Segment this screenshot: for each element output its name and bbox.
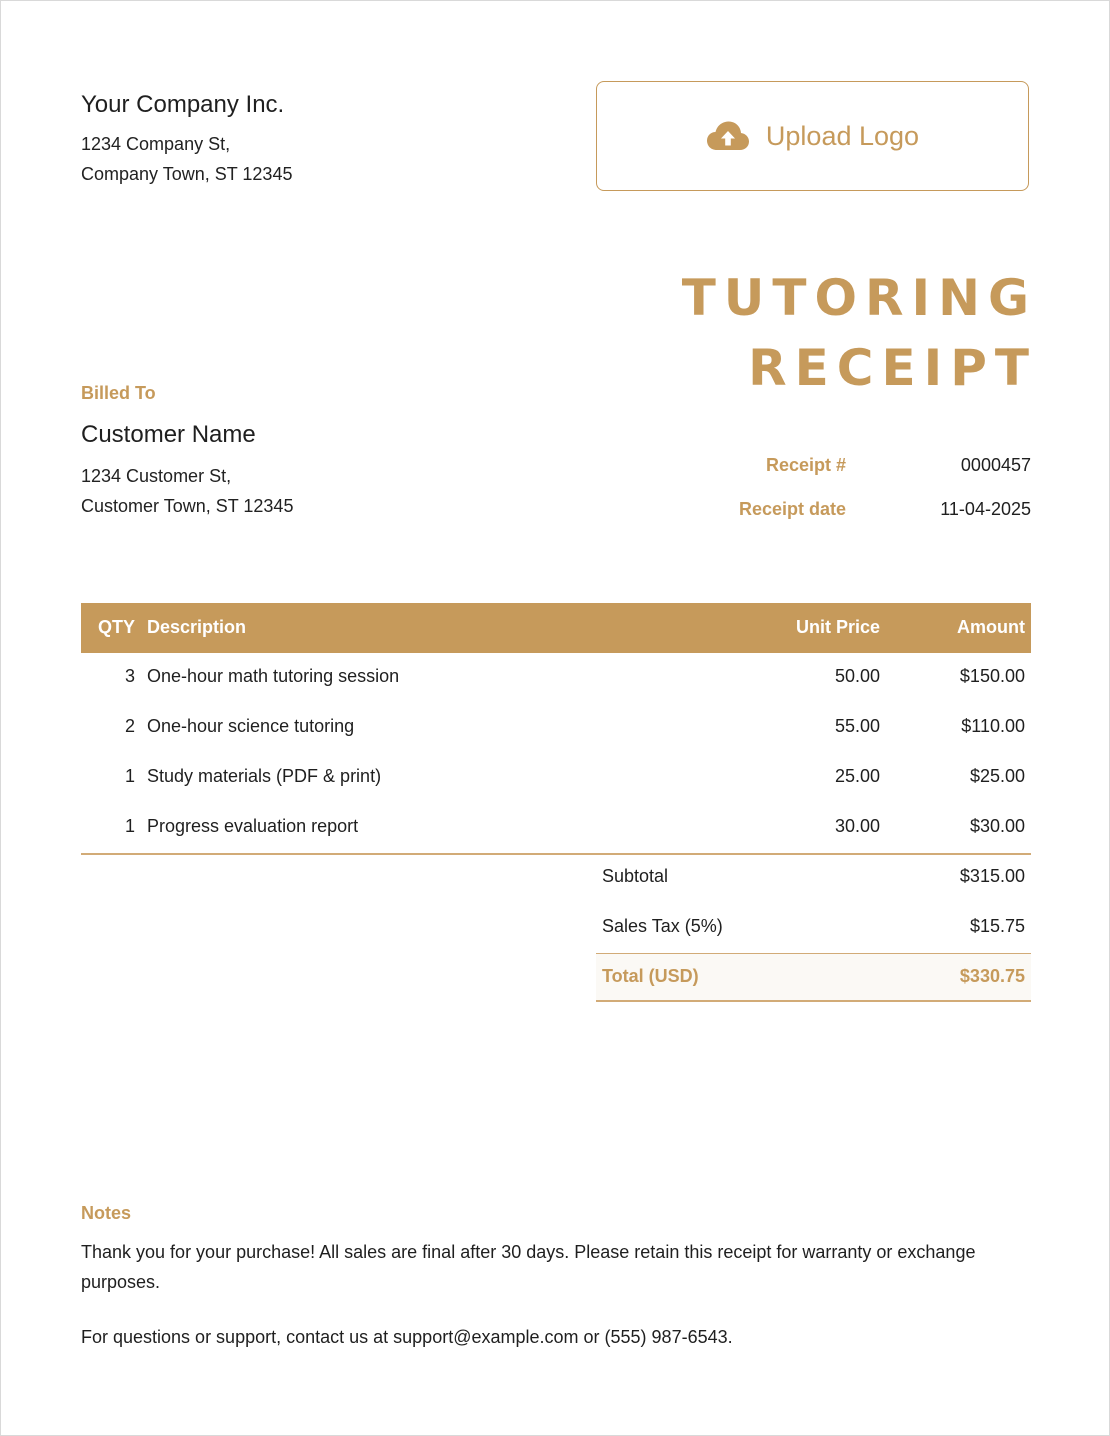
document-title [681, 263, 1037, 403]
header-amount: Amount [957, 617, 1025, 637]
header-qty: QTY [97, 617, 135, 637]
row-unit-price: 50.00 [834, 666, 880, 686]
table-row [81, 653, 1031, 703]
row-amount: $110.00 [961, 716, 1025, 736]
row-amount: $30.00 [969, 816, 1025, 836]
row-unit-price: 30.00 [834, 816, 880, 836]
company-address-line1: 1234 Company St, [81, 134, 231, 154]
row-description: One-hour science tutoring [147, 716, 355, 736]
table-row [81, 753, 1031, 803]
upload-logo-label: Upload Logo [765, 120, 920, 151]
subtotal-value: $315.00 [959, 866, 1025, 886]
row-qty: 1 [124, 766, 135, 786]
company-name: Your Company Inc. [81, 91, 285, 118]
row-qty: 1 [124, 816, 135, 836]
cloud-upload-icon [706, 120, 750, 152]
subtotal-row [596, 853, 1031, 903]
customer-address-line2: Customer Town, ST 12345 [81, 496, 294, 516]
row-description: Progress evaluation report [147, 816, 359, 836]
receipt-number: 0000457 [960, 455, 1031, 475]
row-qty: 2 [124, 716, 135, 736]
table-row [81, 803, 1031, 853]
table-row [81, 703, 1031, 753]
customer-name: Customer Name [81, 421, 256, 448]
tax-label: Sales Tax (5%) [602, 916, 723, 936]
subtotal-label: Subtotal [602, 866, 669, 886]
header-description: Description [147, 617, 247, 637]
row-qty: 3 [124, 666, 135, 686]
support-text: For questions or support, contact us at support@example.com or (555) 987-6543. [81, 1327, 733, 1347]
total-value: $330.75 [959, 966, 1025, 986]
document-title-line1: TUTORING [681, 269, 1037, 327]
upload-logo-button[interactable] [596, 81, 1029, 191]
row-amount: $25.00 [969, 766, 1025, 786]
receipt-date: 11-04-2025 [940, 499, 1031, 519]
receipt-number-label: Receipt # [765, 455, 846, 475]
total-row [596, 954, 1031, 1000]
tax-value: $15.75 [969, 916, 1025, 936]
company-address-line2: Company Town, ST 12345 [81, 164, 293, 184]
row-unit-price: 55.00 [834, 716, 880, 736]
items-table-header [81, 603, 1031, 653]
row-unit-price: 25.00 [834, 766, 880, 786]
row-description: Study materials (PDF & print) [147, 766, 382, 786]
row-amount: $150.00 [959, 666, 1025, 686]
notes-text: Thank you for your purchase! All sales are final after 30 days. Please retain this receipt for warranty or exchange purposes. [81, 1242, 976, 1292]
tax-row [596, 903, 1031, 953]
customer-address-line1: 1234 Customer St, [81, 466, 232, 486]
total-divider-bottom [596, 1000, 1031, 1002]
notes-label: Notes [81, 1203, 132, 1223]
row-description: One-hour math tutoring session [147, 666, 400, 686]
billed-to-label: Billed To [81, 383, 156, 403]
total-label: Total (USD) [602, 966, 699, 986]
receipt-date-label: Receipt date [738, 499, 846, 519]
document-title-line2: RECEIPT [748, 339, 1037, 397]
header-unit-price: Unit Price [795, 617, 880, 637]
